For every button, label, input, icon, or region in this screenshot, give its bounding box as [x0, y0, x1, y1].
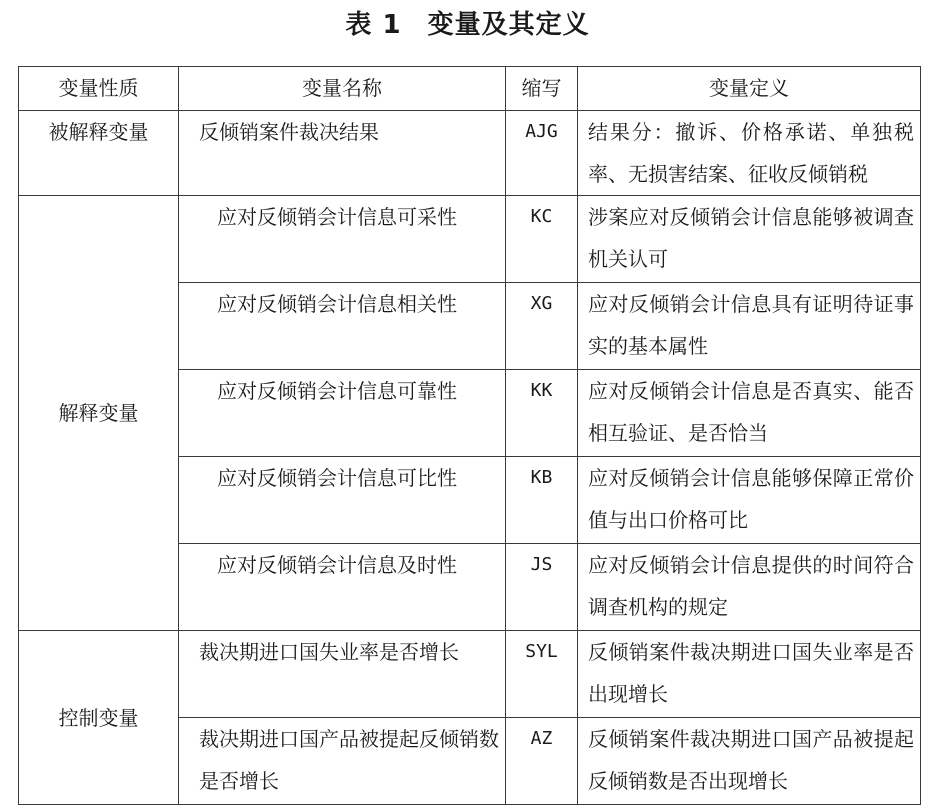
variable-name-cell: 应对反倾销会计信息相关性 — [179, 283, 506, 370]
definition-cell: 应对反倾销会计信息提供的时间符合调查机构的规定 — [578, 544, 921, 631]
abbr-cell: AJG — [506, 111, 578, 196]
abbr-cell: XG — [506, 283, 578, 370]
variables-table — [18, 66, 921, 805]
table-title-text: 变量及其定义 — [427, 10, 590, 40]
header-cell-abbr: 缩写 — [506, 67, 578, 111]
variable-name-cell: 应对反倾销会计信息可比性 — [179, 457, 506, 544]
definition-cell: 反倾销案件裁决期进口国产品被提起反倾销数是否出现增长 — [578, 718, 921, 805]
variable-name-cell: 应对反倾销会计信息可靠性 — [179, 370, 506, 457]
table-number: 表 1 — [345, 10, 402, 40]
header-cell-nature: 变量性质 — [19, 67, 179, 111]
definition-cell: 涉案应对反倾销会计信息能够被调查机关认可 — [578, 196, 921, 283]
abbr-cell: JS — [506, 544, 578, 631]
header-cell-name: 变量名称 — [179, 67, 506, 111]
abbr-cell: KC — [506, 196, 578, 283]
table-row — [19, 631, 921, 718]
definition-cell: 应对反倾销会计信息是否真实、能否相互验证、是否恰当 — [578, 370, 921, 457]
definition-cell: 应对反倾销会计信息能够保障正常价值与出口价格可比 — [578, 457, 921, 544]
header-row — [19, 67, 921, 111]
abbr-cell: AZ — [506, 718, 578, 805]
variable-name-cell: 应对反倾销会计信息及时性 — [179, 544, 506, 631]
definition-cell: 结果分：撤诉、价格承诺、单独税率、无损害结案、征收反倾销税 — [578, 111, 921, 196]
variable-name-cell: 裁决期进口国产品被提起反倾销数是否增长 — [179, 718, 506, 805]
variable-name-cell: 裁决期进口国失业率是否增长 — [179, 631, 506, 718]
category-cell: 控制变量 — [19, 631, 179, 805]
table-row — [19, 111, 921, 196]
variable-name-cell: 反倾销案件裁决结果 — [179, 111, 506, 196]
abbr-cell: SYL — [506, 631, 578, 718]
table-row — [19, 196, 921, 283]
variable-name-cell: 应对反倾销会计信息可采性 — [179, 196, 506, 283]
abbr-cell: KK — [506, 370, 578, 457]
category-cell: 被解释变量 — [19, 111, 179, 196]
abbr-cell: KB — [506, 457, 578, 544]
header-cell-definition: 变量定义 — [578, 67, 921, 111]
definition-cell: 应对反倾销会计信息具有证明待证事实的基本属性 — [578, 283, 921, 370]
definition-cell: 反倾销案件裁决期进口国失业率是否出现增长 — [578, 631, 921, 718]
table-title — [0, 8, 935, 42]
category-cell: 解释变量 — [19, 196, 179, 631]
